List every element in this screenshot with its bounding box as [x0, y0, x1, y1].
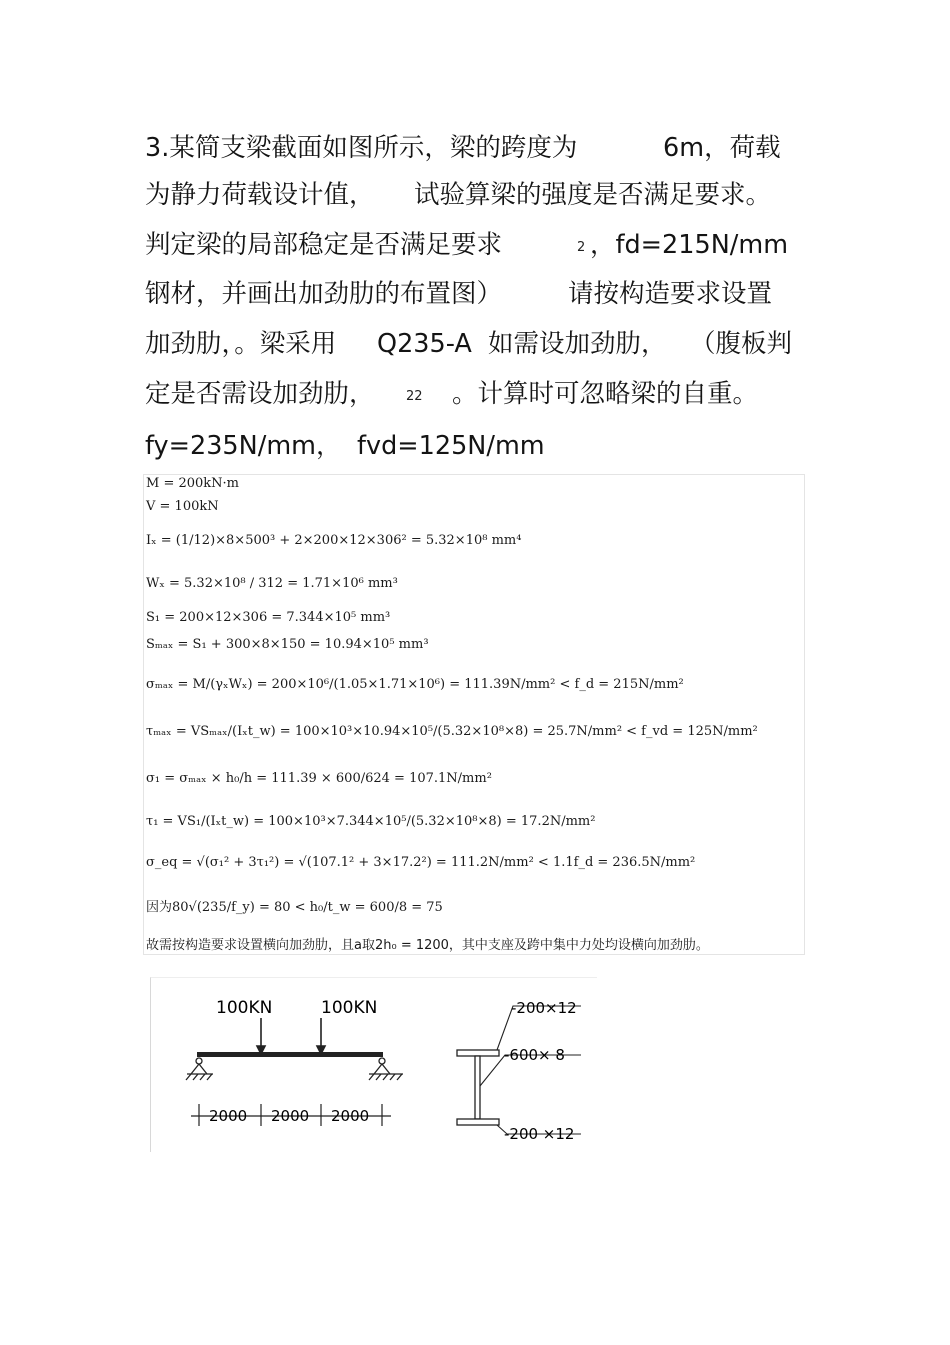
problem-line-3c: ，fd=215N/mm — [590, 230, 789, 260]
load-arrow-2 — [317, 1018, 325, 1054]
dimension-label-3: 2000 — [331, 1107, 370, 1125]
equation-web-check: 因为80√(235/f_y) = 80 < h₀/t_w = 600/8 = 75 — [146, 900, 443, 915]
problem-line-5a: 加劲肋，。梁采用 — [145, 329, 337, 359]
problem-line-7a: fy=235N/mm， — [145, 431, 342, 461]
equation-section-modulus: Wₓ = 5.32×10⁸ / 312 = 1.71×10⁶ mm³ — [146, 576, 398, 591]
problem-line-1a: 3.某简支梁截面如图所示，梁的跨度为 — [145, 133, 578, 163]
equation-sigma1: σ₁ = σₘₐₓ × h₀/h = 111.39 × 600/624 = 107.1N/mm² — [146, 771, 492, 786]
problem-line-4a: 钢材，并画出加劲肋的布置图） — [145, 279, 503, 309]
problem-line-6b: 22 — [406, 389, 423, 404]
problem-line-2a: 为静力荷载设计值， — [145, 180, 375, 210]
web-label: -600× 8 — [504, 1046, 565, 1064]
top-flange-label: -200×12 — [511, 999, 577, 1017]
bottom-flange-label: -200 ×12 — [504, 1125, 575, 1143]
problem-line-3a: 判定梁的局部稳定是否满足要求 — [145, 230, 503, 260]
beam-figure-svg — [151, 978, 597, 1152]
problem-line-1b: 6m，荷载 — [663, 133, 781, 163]
left-support — [186, 1058, 213, 1080]
equation-sigma-eq: σ_eq = √(σ₁² + 3τ₁²) = √(107.1² + 3×17.2²) = 111.2N/mm² < 1.1f_d = 236.5N/mm² — [146, 855, 696, 870]
equation-sigma-max: σₘₐₓ = M/(γₓWₓ) = 200×10⁶/(1.05×1.71×10⁶) = 111.39N/mm² < f_d = 215N/mm² — [146, 677, 684, 692]
load-arrow-1 — [257, 1018, 265, 1054]
right-support — [369, 1058, 403, 1080]
problem-line-6a: 定是否需设加劲肋， — [145, 379, 375, 409]
problem-line-6c: 。计算时可忽略梁的自重。 — [452, 379, 759, 409]
equation-tau1: τ₁ = VS₁/(Iₓt_w) = 100×10³×7.344×10⁵/(5.32×10⁸×8) = 17.2N/mm² — [146, 814, 596, 829]
problem-line-5d: （腹板判 — [690, 329, 793, 359]
beam-figure — [150, 977, 597, 1152]
load-label-1: 100KN — [216, 998, 273, 1018]
calculation-panel — [143, 474, 805, 955]
section-leaders — [480, 1006, 581, 1134]
problem-line-2b: 试验算梁的强度是否满足要求。 — [414, 180, 772, 210]
i-section — [457, 1050, 499, 1125]
problem-line-3b: 2 — [577, 240, 586, 255]
equation-tau-max: τₘₐₓ = VSₘₐₓ/(Iₓt_w) = 100×10³×10.94×10⁵/(5.32×10⁸×8) = 25.7N/mm² < f_vd = 125N/mm² — [146, 724, 758, 739]
dimension-label-1: 2000 — [209, 1107, 248, 1125]
equation-inertia: Iₓ = (1/12)×8×500³ + 2×200×12×306² = 5.32×10⁸ mm⁴ — [146, 533, 522, 548]
equation-moment: M = 200kN·m — [146, 476, 239, 491]
problem-line-5b: Q235-A — [377, 329, 472, 359]
calculation-conclusion: 故需按构造要求设置横向加劲肋，且a取2h₀ = 1200，其中支座及跨中集中力处均设横向加劲肋。 — [146, 938, 709, 953]
equation-shear: V = 100kN — [146, 499, 219, 514]
problem-line-7b: fvd=125N/mm — [357, 431, 545, 461]
dimension-label-2: 2000 — [271, 1107, 310, 1125]
beam — [197, 1052, 383, 1057]
problem-line-5c: 如需设加劲肋， — [488, 329, 667, 359]
load-label-2: 100KN — [321, 998, 378, 1018]
problem-line-4b: 请按构造要求设置 — [568, 279, 773, 309]
equation-smax: Sₘₐₓ = S₁ + 300×8×150 = 10.94×10⁵ mm³ — [146, 637, 429, 652]
equation-s1: S₁ = 200×12×306 = 7.344×10⁵ mm³ — [146, 610, 391, 625]
